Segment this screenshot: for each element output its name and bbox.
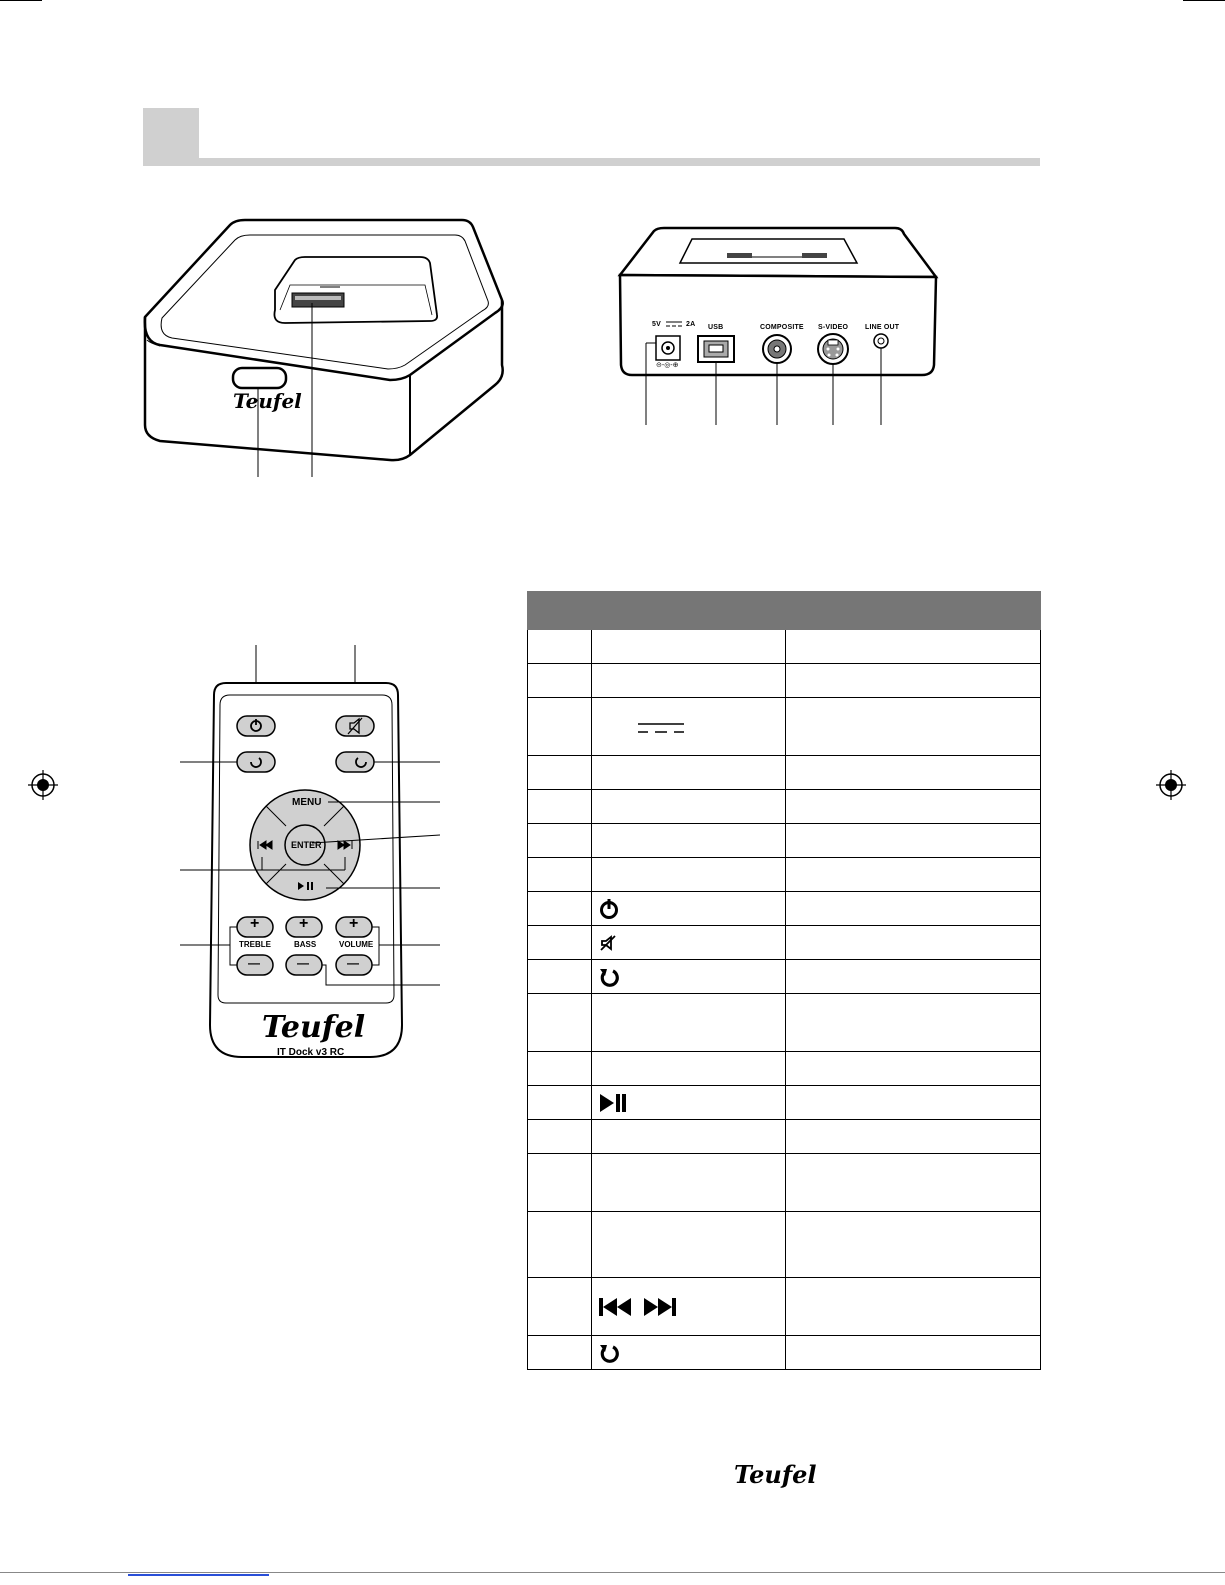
header-cell-symbol	[592, 592, 786, 630]
treble-label: TREBLE	[239, 940, 271, 949]
bass-minus-label: —	[297, 956, 309, 970]
legend-cell-symbol	[592, 790, 786, 824]
legend-cell-description	[786, 1052, 1041, 1086]
legend-row	[528, 630, 1041, 664]
legend-cell-description	[786, 824, 1041, 858]
legend-cell-description	[786, 756, 1041, 790]
legend-cell-symbol	[592, 892, 786, 926]
legend-cell-description	[786, 1086, 1041, 1120]
legend-cell-description	[786, 1120, 1041, 1154]
legend-cell-number	[528, 698, 592, 756]
header-cell-number	[528, 592, 592, 630]
legend-cell-symbol	[592, 664, 786, 698]
legend-row	[528, 698, 1041, 756]
legend-cell-number	[528, 756, 592, 790]
legend-cell-description	[786, 630, 1041, 664]
remote-logo: Teufel	[262, 1010, 366, 1045]
legend-table-header	[528, 592, 1041, 630]
legend-row	[528, 756, 1041, 790]
mute-icon	[598, 933, 618, 953]
section-header-rule	[199, 158, 1040, 166]
registration-mark-icon	[1156, 770, 1186, 800]
legend-row	[528, 1086, 1041, 1120]
section-number-box	[143, 108, 199, 166]
legend-cell-symbol	[592, 1212, 786, 1278]
legend-cell-description	[786, 1278, 1041, 1336]
remote-menu-label: MENU	[292, 797, 322, 808]
volume-minus-label: —	[347, 956, 359, 970]
legend-cell-description	[786, 1212, 1041, 1278]
repeat-icon	[598, 1342, 620, 1364]
legend-row	[528, 1120, 1041, 1154]
legend-cell-description	[786, 926, 1041, 960]
legend-cell-number	[528, 630, 592, 664]
legend-cell-symbol	[592, 824, 786, 858]
legend-row	[528, 858, 1041, 892]
power-icon	[598, 898, 620, 920]
dc-icon	[636, 721, 686, 735]
legend-cell-symbol	[592, 756, 786, 790]
legend-cell-description	[786, 892, 1041, 926]
legend-cell-description	[786, 960, 1041, 994]
volume-plus-label: +	[349, 915, 359, 932]
rear-label-svideo: S-VIDEO	[818, 324, 849, 331]
legend-cell-description	[786, 858, 1041, 892]
skip-icon	[598, 1296, 680, 1318]
legend-cell-symbol	[592, 698, 786, 756]
legend-cell-symbol	[592, 630, 786, 664]
legend-cell-symbol	[592, 926, 786, 960]
legend-cell-symbol	[592, 1120, 786, 1154]
footer-highlight	[128, 1574, 269, 1576]
legend-row	[528, 1212, 1041, 1278]
legend-cell-number	[528, 960, 592, 994]
repeat-icon	[598, 966, 620, 988]
rear-label-usb: USB	[708, 324, 724, 331]
legend-cell-symbol	[592, 1154, 786, 1212]
treble-plus-label: +	[250, 915, 260, 932]
legend-row	[528, 1336, 1041, 1370]
legend-row	[528, 790, 1041, 824]
legend-row	[528, 824, 1041, 858]
svg-text:⊝-◎-⊕: ⊝-◎-⊕	[656, 362, 679, 369]
dock-front-illustration	[140, 215, 510, 485]
registration-mark-icon	[28, 770, 58, 800]
legend-table	[527, 591, 1041, 1370]
bass-plus-label: +	[299, 915, 309, 932]
legend-cell-number	[528, 858, 592, 892]
legend-row	[528, 1052, 1041, 1086]
legend-cell-symbol	[592, 994, 786, 1052]
legend-cell-number	[528, 824, 592, 858]
legend-cell-description	[786, 1336, 1041, 1370]
legend-row	[528, 892, 1041, 926]
playpause-icon	[598, 1092, 628, 1114]
crop-mark	[1183, 0, 1225, 1]
dock-logo: Teufel	[233, 389, 302, 413]
legend-cell-number	[528, 926, 592, 960]
legend-cell-description	[786, 664, 1041, 698]
legend-row	[528, 1278, 1041, 1336]
legend-row	[528, 1154, 1041, 1212]
legend-row	[528, 994, 1041, 1052]
bass-label: BASS	[294, 940, 317, 949]
rear-label-line-out: LINE OUT	[865, 324, 900, 331]
legend-cell-number	[528, 1154, 592, 1212]
header-cell-description	[786, 592, 1041, 630]
legend-row	[528, 926, 1041, 960]
remote-model-label: IT Dock v3 RC	[277, 1047, 345, 1058]
legend-cell-number	[528, 1336, 592, 1370]
rear-label-composite: COMPOSITE	[760, 324, 804, 331]
footer-logo: Teufel	[734, 1460, 817, 1489]
crop-mark	[0, 0, 42, 1]
legend-row	[528, 960, 1041, 994]
rear-label-2a: 2A	[686, 321, 696, 328]
legend-row	[528, 664, 1041, 698]
legend-cell-symbol	[592, 960, 786, 994]
footer-rule	[0, 1572, 1225, 1573]
legend-cell-number	[528, 1120, 592, 1154]
legend-cell-description	[786, 790, 1041, 824]
legend-cell-number	[528, 1052, 592, 1086]
legend-cell-number	[528, 1278, 592, 1336]
legend-cell-symbol	[592, 1086, 786, 1120]
legend-cell-description	[786, 1154, 1041, 1212]
legend-cell-symbol	[592, 1336, 786, 1370]
dc-symbol-icon	[665, 320, 683, 328]
legend-cell-number	[528, 994, 592, 1052]
legend-cell-number	[528, 1212, 592, 1278]
remote-enter-label: ENTER	[291, 840, 322, 850]
legend-cell-symbol	[592, 1278, 786, 1336]
rear-label-5v: 5V	[652, 321, 661, 328]
legend-cell-description	[786, 698, 1041, 756]
legend-cell-number	[528, 790, 592, 824]
legend-cell-symbol	[592, 858, 786, 892]
legend-cell-description	[786, 994, 1041, 1052]
treble-minus-label: —	[248, 956, 260, 970]
volume-label: VOLUME	[339, 940, 374, 949]
legend-cell-symbol	[592, 1052, 786, 1086]
legend-cell-number	[528, 892, 592, 926]
legend-cell-number	[528, 1086, 592, 1120]
legend-table-body	[528, 630, 1041, 1370]
legend-cell-number	[528, 664, 592, 698]
